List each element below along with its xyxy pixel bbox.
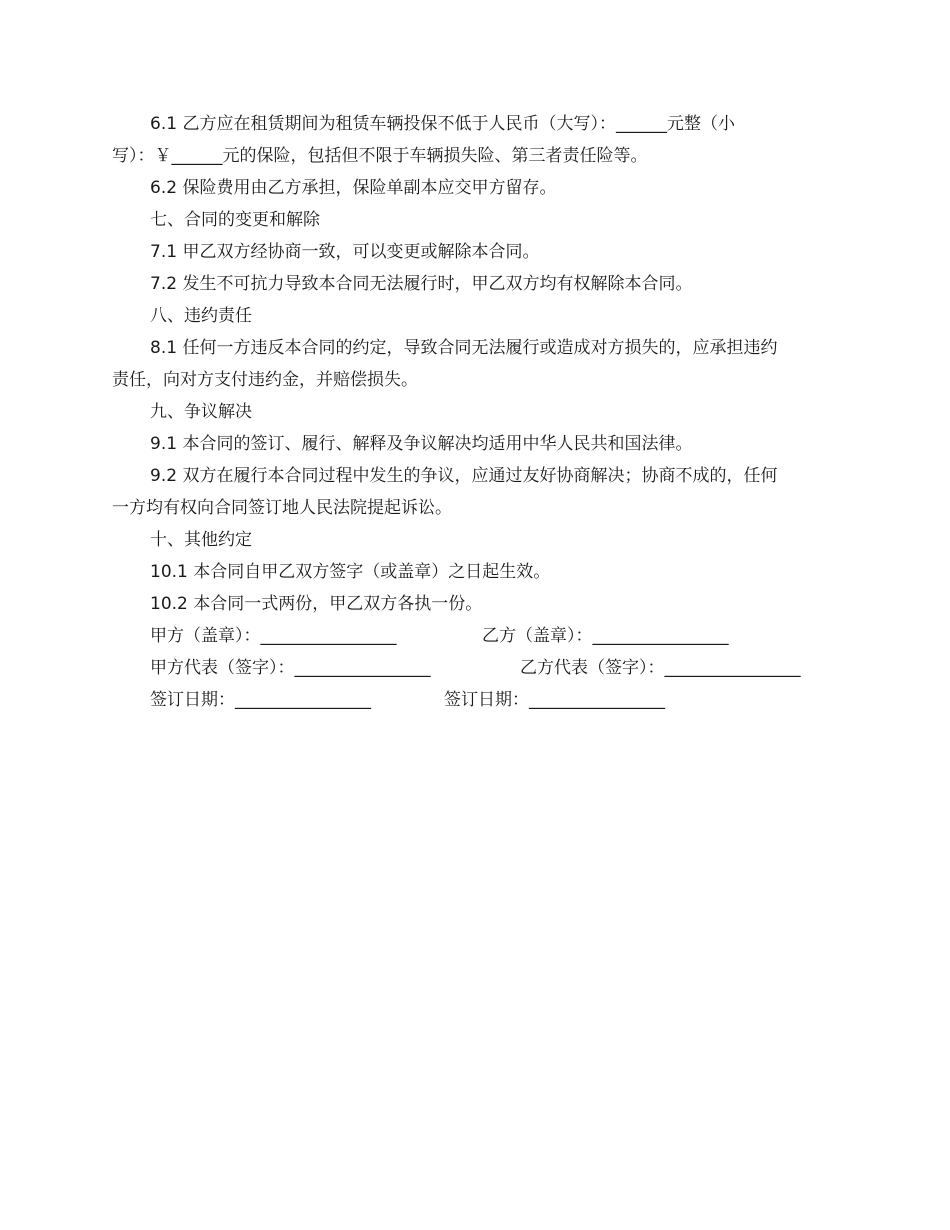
party-a-rep-line: 甲方代表（签字）：________________ — [150, 658, 431, 678]
clause-7-2: 7.2 发生不可抗力导致本合同无法履行时，甲乙双方均有权解除本合同。 — [150, 274, 693, 294]
clause-6-1-line-1: 6.1 乙方应在租赁期间为租赁车辆投保不低于人民币（大写）：______元整（小 — [150, 114, 735, 134]
section-9-heading: 九、争议解决 — [150, 402, 252, 422]
clause-9-2-line-1: 9.2 双方在履行本合同过程中发生的争议，应通过友好协商解决；协商不成的，任何 — [150, 466, 778, 486]
clause-9-1: 9.1 本合同的签订、履行、解释及争议解决均适用中华人民共和国法律。 — [150, 434, 693, 454]
section-7-heading: 七、合同的变更和解除 — [150, 210, 320, 230]
clause-6-2: 6.2 保险费用由乙方承担，保险单副本应交甲方留存。 — [150, 178, 557, 198]
clause-10-1: 10.1 本合同自甲乙双方签字（或盖章）之日起生效。 — [150, 562, 551, 582]
clause-10-2: 10.2 本合同一式两份，甲乙双方各执一份。 — [150, 594, 483, 614]
clause-9-2-line-2: 一方均有权向合同签订地人民法院提起诉讼。 — [112, 498, 452, 518]
party-a-seal-line: 甲方（盖章）：________________ — [150, 626, 397, 646]
clause-7-1: 7.1 甲乙双方经协商一致，可以变更或解除本合同。 — [150, 242, 540, 262]
section-10-heading: 十、其他约定 — [150, 530, 252, 550]
clause-8-1-line-2: 责任，向对方支付违约金，并赔偿损失。 — [112, 370, 418, 390]
clause-8-1-line-1: 8.1 任何一方违反本合同的约定，导致合同无法履行或造成对方损失的，应承担违约 — [150, 338, 778, 358]
clause-6-1-line-2: 写）：￥______元的保险，包括但不限于车辆损失险、第三者责任险等。 — [112, 146, 648, 166]
party-b-date-line: 签订日期：________________ — [444, 690, 665, 710]
party-b-rep-line: 乙方代表（签字）：________________ — [520, 658, 801, 678]
party-b-seal-line: 乙方（盖章）：________________ — [482, 626, 729, 646]
party-a-date-line: 签订日期：________________ — [150, 690, 371, 710]
section-8-heading: 八、违约责任 — [150, 306, 252, 326]
